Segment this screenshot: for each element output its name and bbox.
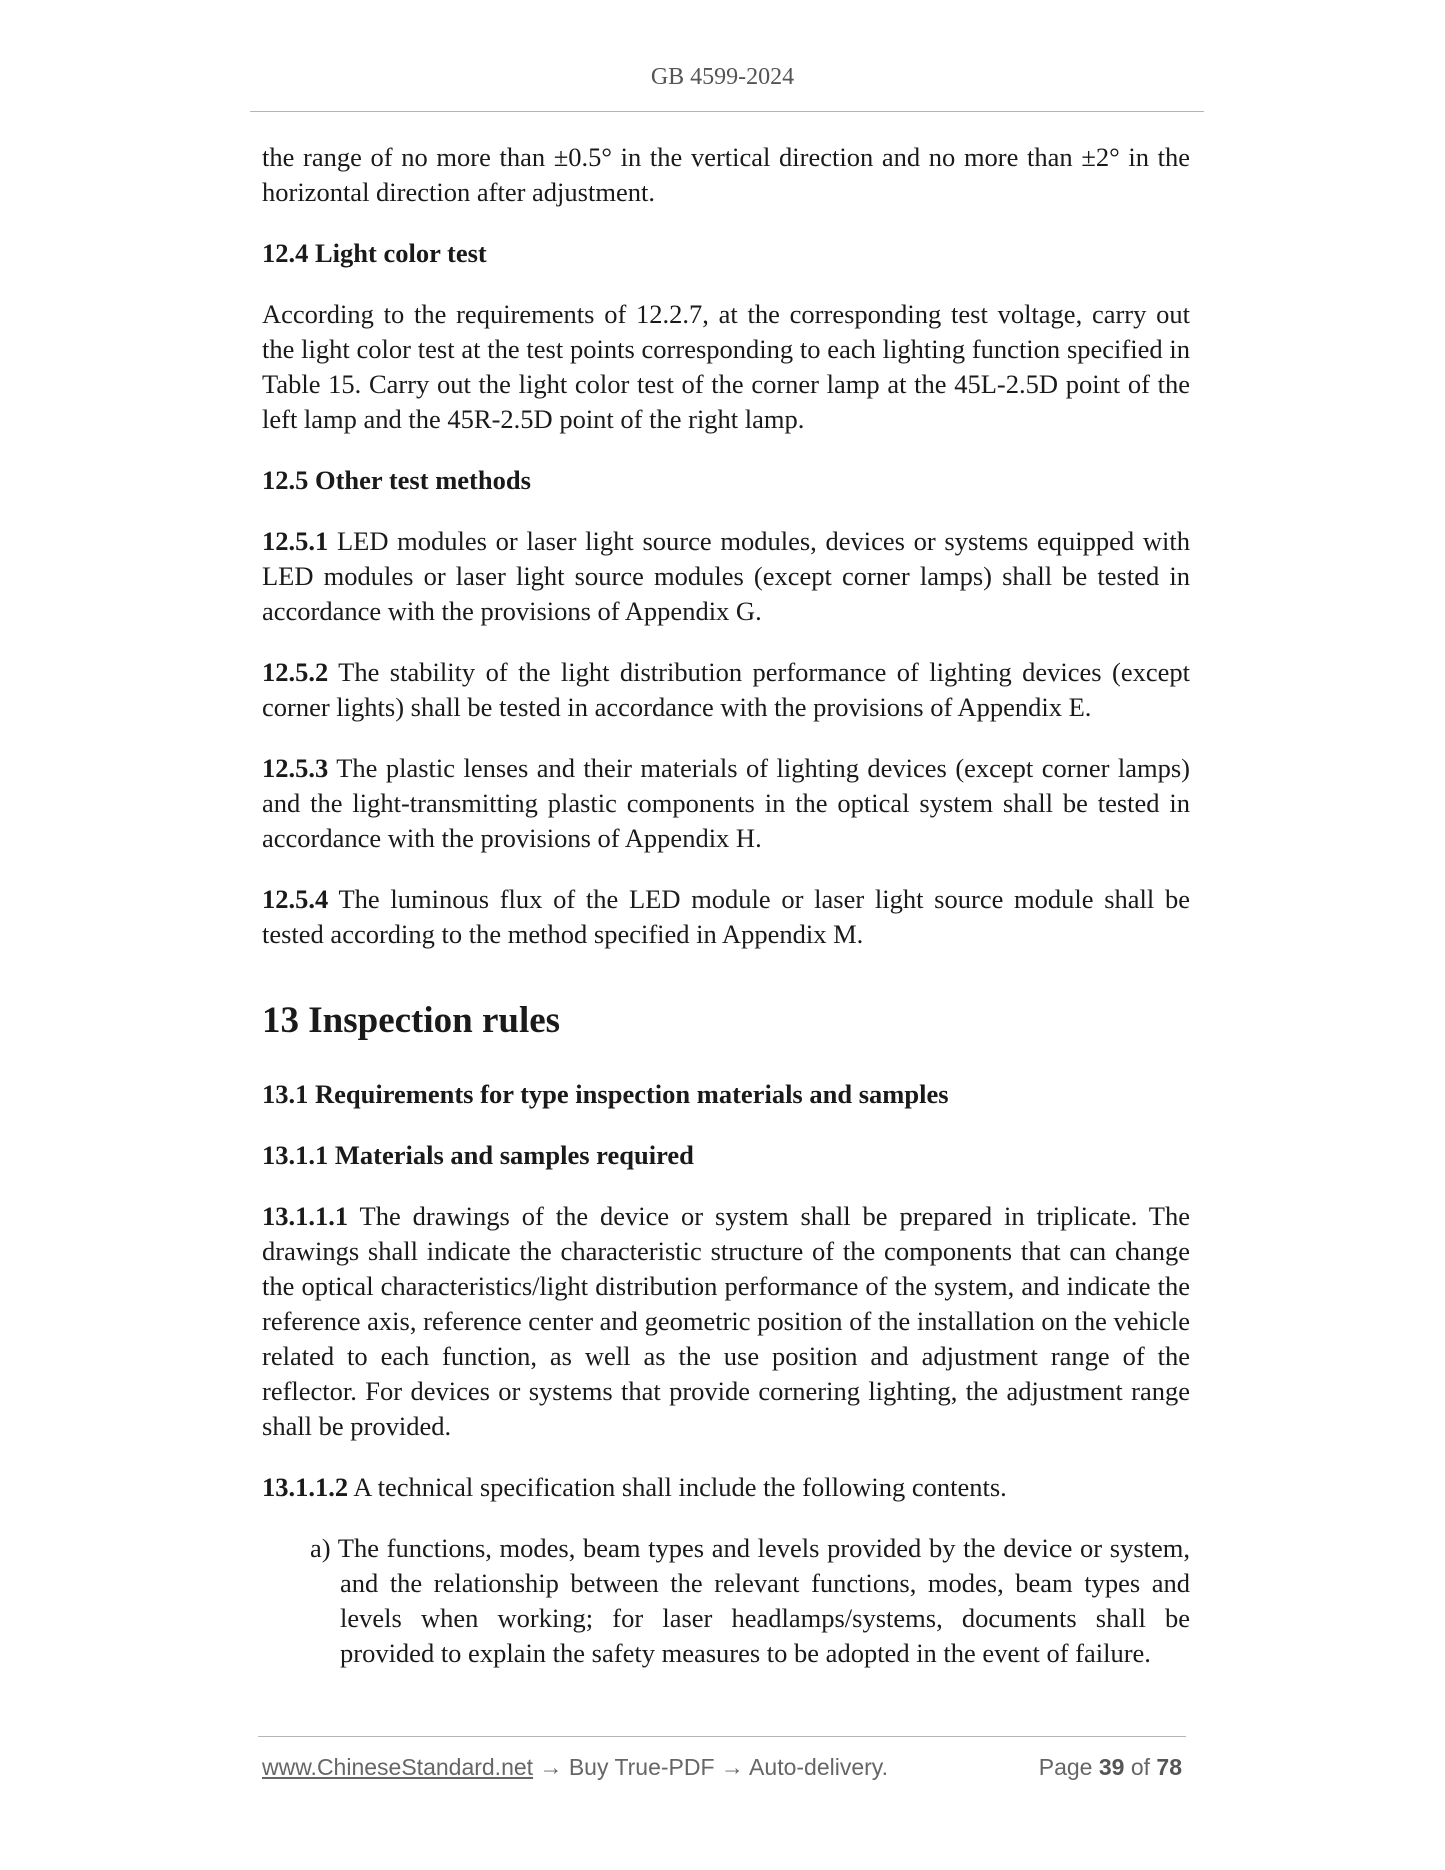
heading-13: 13 Inspection rules <box>262 1000 561 1041</box>
clause-number: 13.1.1.1 <box>262 1201 349 1231</box>
clause-12-5-4 <box>262 882 1190 952</box>
clause-number: 13.1.1.2 <box>262 1472 349 1502</box>
clause-number: 12.5.4 <box>262 884 329 914</box>
clause-text: A technical specification shall include the following contents. <box>348 1472 1007 1502</box>
heading-13-1-1: 13.1.1 Materials and samples required <box>262 1140 694 1170</box>
heading-12-5: 12.5 Other test methods <box>262 465 531 495</box>
clause-number: 12.5.2 <box>262 657 329 687</box>
clause-text: The plastic lenses and their materials of lighting devices (except corner lamps) and the light-transmitting plastic components in the optical system shall be tested in accordance with the provisions of Appendix H. <box>262 753 1190 853</box>
heading-13-1: 13.1 Requirements for type inspection materials and samples <box>262 1079 949 1109</box>
document-body <box>262 140 1190 1671</box>
total-pages: 78 <box>1156 1754 1182 1780</box>
footer-tagline: → Buy True-PDF → Auto-delivery. <box>533 1754 888 1780</box>
clause-12-5-2 <box>262 655 1190 725</box>
paragraph-light-color-test: According to the requirements of 12.2.7, at the corresponding test voltage, carry out the light color test at the test points corresponding to each lighting function specified in Table 15. Carry out the light color test of the corner lamp at the 45L-2.5D point of the left lamp and the 45R-2.5D point of the right lamp. <box>262 299 1190 434</box>
of-label: of <box>1130 1754 1151 1780</box>
clause-text: The luminous flux of the LED module or laser light source module shall be tested according to the method specified in Appendix M. <box>262 884 1190 949</box>
page-label: Page <box>1038 1754 1093 1780</box>
clause-number: 12.5.1 <box>262 526 329 556</box>
paragraph-continuation: the range of no more than ±0.5° in the vertical direction and no more than ±2° in the horizontal direction after adjustment. <box>262 142 1190 207</box>
clause-text: The stability of the light distribution performance of lighting devices (except corner lights) shall be tested in accordance with the provisions of Appendix E. <box>262 657 1190 722</box>
footer-website-link[interactable]: www.ChineseStandard.net <box>262 1754 534 1780</box>
clause-12-5-3 <box>262 751 1190 856</box>
header-title: GB 4599-2024 <box>650 64 795 90</box>
clause-12-5-1 <box>262 524 1190 629</box>
clause-13-1-1-2 <box>262 1470 1190 1505</box>
footer-divider <box>258 1736 1186 1737</box>
page-number: 39 <box>1098 1754 1125 1780</box>
clause-text: LED modules or laser light source modules, devices or systems equipped with LED modules or laser light source modules (except corner lamps) shall be tested in accordance with the provisions of Appendix G. <box>262 526 1190 626</box>
clause-text: The drawings of the device or system shall be prepared in triplicate. The drawings shall indicate the characteristic structure of the components that can change the optical characteristics/light distribution performance of the system, and indicate the reference axis, reference center and geometric position of the installation on the vehicle related to each function, as well as the use position and adjustment range of the reflector. For devices or systems that provide cornering lighting, the adjustment range shall be provided. <box>262 1201 1190 1441</box>
page-indicator <box>1039 1754 1182 1781</box>
heading-12-4: 12.4 Light color test <box>262 238 487 268</box>
clause-13-1-1-1 <box>262 1199 1190 1444</box>
header-divider <box>250 111 1204 112</box>
clause-number: 12.5.3 <box>262 753 329 783</box>
page-footer <box>262 1754 1182 1784</box>
list-item-a: a) The functions, modes, beam types and levels provided by the device or system, and the relationship between the relevant functions, modes, beam types and levels when working; for laser headlamps/systems, documents shall be provided to explain the safety measures to be adopted in the event of failure. <box>310 1533 1190 1668</box>
